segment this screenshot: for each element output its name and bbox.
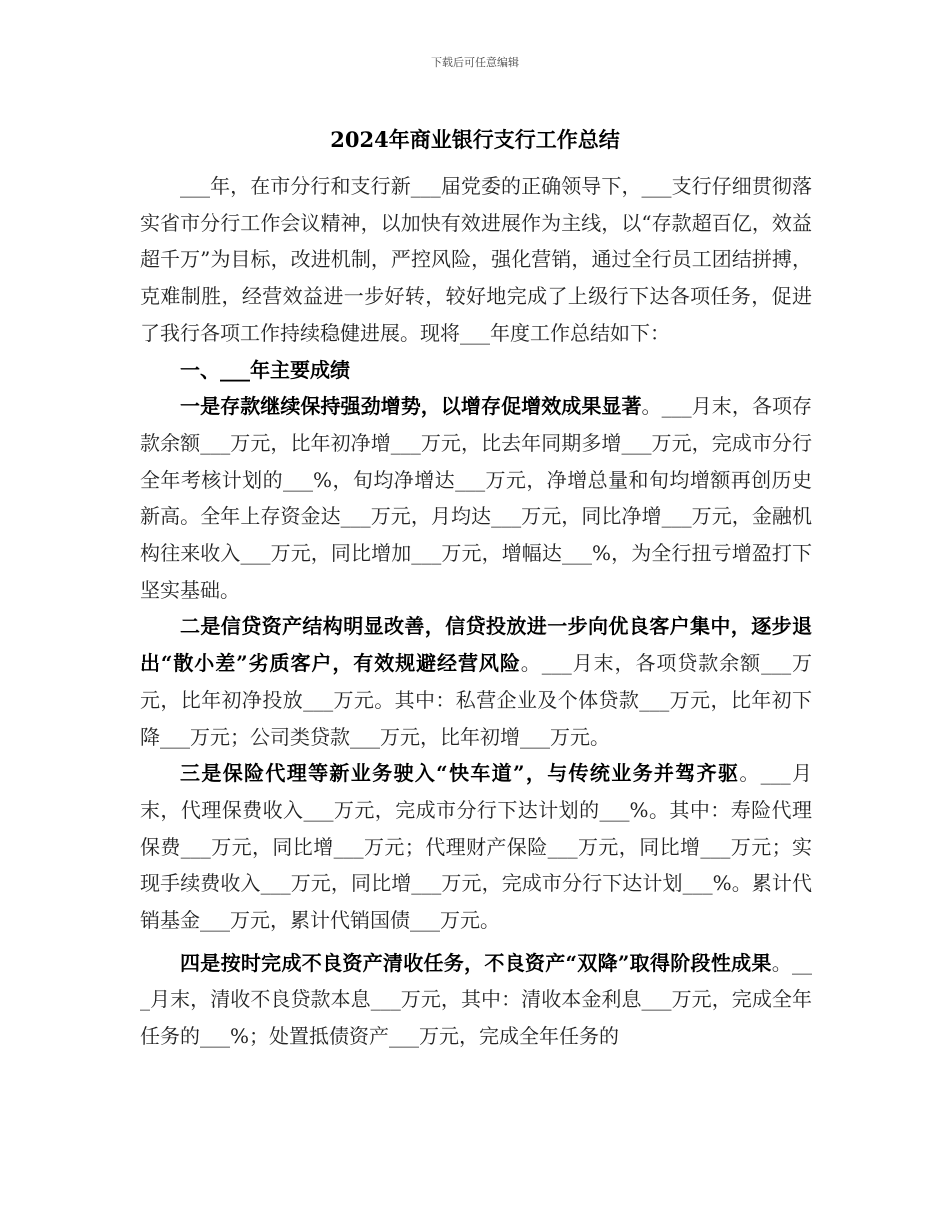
document-title: 2024年商业银行支行工作总结 [330, 127, 620, 152]
paragraph-credit-body: 。___月末，各项贷款余额___万元，比年初净投放___万元。其中：私营企业及个体贷款___万元，比年初下降___万元；公司类贷款___万元，比年初增___万元。 [140, 651, 813, 749]
paragraph-insurance-lead: 三是保险代理等新业务驶入“快车道”，与传统业务并驾齐驱 [180, 761, 740, 786]
paragraph-credit [140, 608, 812, 755]
paragraph-npl-lead: 四是按时完成不良资产清收任务，不良资产“双降”取得阶段性成果 [180, 950, 772, 975]
page-header-note: 下载后可任意编辑 [431, 56, 519, 69]
section-heading-text: 一、___年主要成绩 [180, 357, 350, 382]
intro-paragraph: ___年，在市分行和支行新___届党委的正确领导下，___支行仔细贯彻落实省市分行工作会议精神，以加快有效进展作为主线，以“存款超百亿，效益超千万”为目标，改进机制，严控风险，强化营销，通过全行员工团结拼搏，克难制胜，经营效益进一步好转，较好地完成了上级行下达各项任务，促进了我行各项工作持续稳健进展。现将___年度工作总结如下： [140, 174, 812, 345]
paragraph-credit-lead: 二是信贷资产结构明显改善，信贷投放进一步向优良客户集中，逐步退出“散小差”劣质客户，有效规避经营风险 [140, 614, 812, 676]
paragraph-deposits [140, 388, 812, 608]
section-heading [140, 352, 812, 389]
paragraph-insurance-body: 。___月末，代理保费收入___万元，完成市分行下达计划的___%。其中：寿险代理保费___万元，同比增___万元；代理财产保险___万元，同比增___万元；实现手续费收入___万元，同比增___万元，完成市分行下达计划___%。累计代销基金___万元，累计代销国债___万元。 [140, 761, 813, 933]
paragraph-npl [140, 945, 812, 1055]
paragraph-insurance [140, 755, 812, 939]
paragraph-npl-body: 。___月末，清收不良贷款本息___万元，其中：清收本金利息___万元，完成全年任务的___%；处置抵债资产___万元，完成全年任务的 [140, 950, 812, 1049]
paragraph-deposits-body: 。___月末，各项存款余额___万元，比年初净增___万元，比去年同期多增___万元，完成市分行全年考核计划的___%，旬均净增达___万元，净增总量和旬均增额再创历史新高。全年上存资金达___万元，月均达___万元，同比净增___万元，金融机构往来收入___万元，同比增加___万元，增幅达___%，为全行扭亏增盈打下坚实基础。 [140, 394, 813, 602]
document-body [140, 168, 812, 1055]
paragraph-deposits-lead: 一是存款继续保持强劲增势，以增存促增效成果显著 [180, 394, 642, 419]
